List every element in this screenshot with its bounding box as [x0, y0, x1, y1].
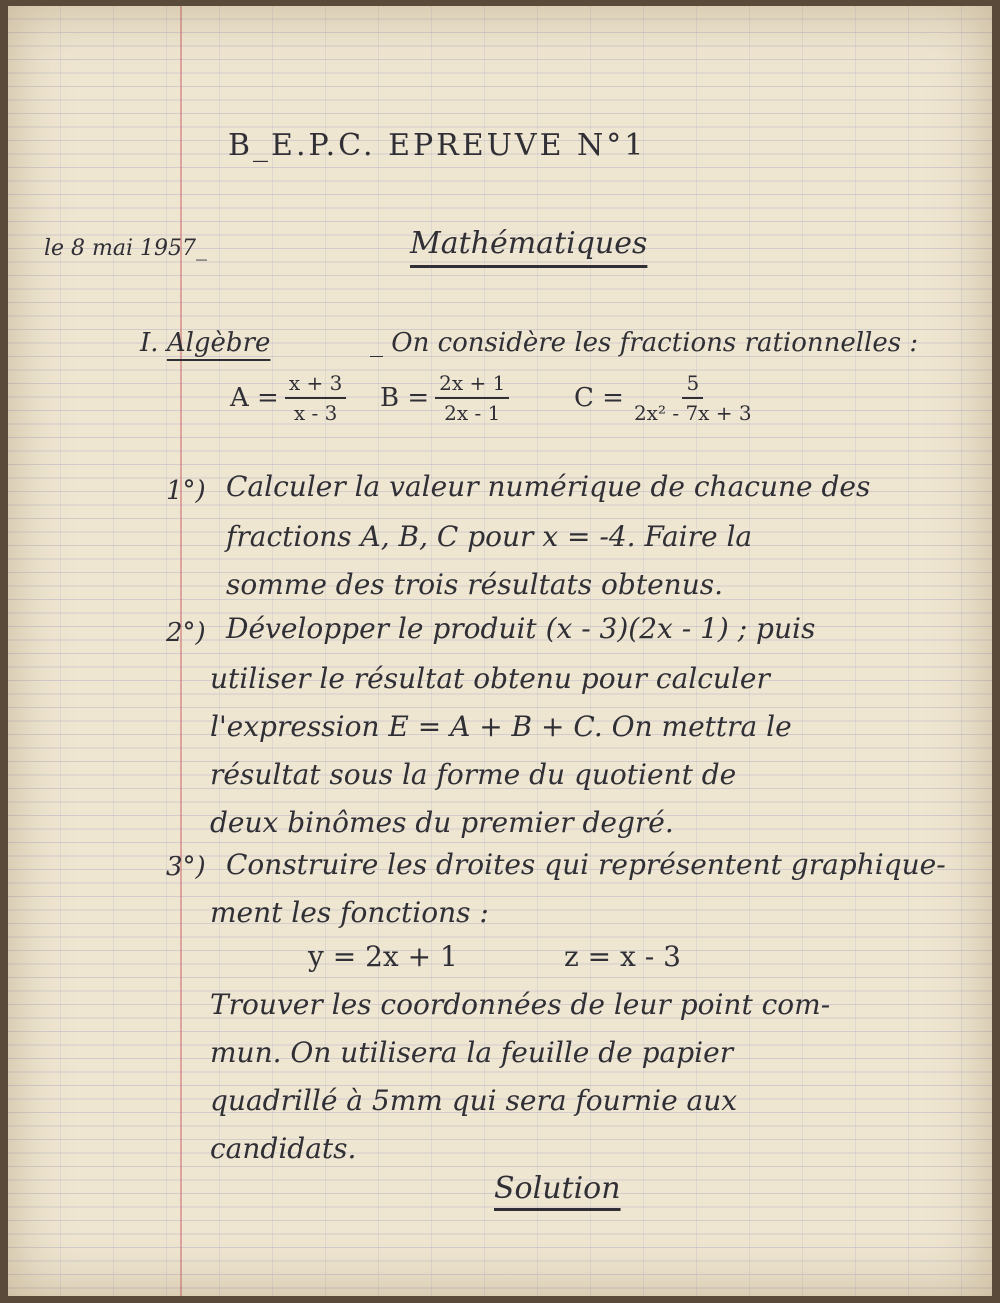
question-2-line: l'expression E = A + B + C. On mettra le — [210, 710, 792, 743]
fraction-c-name: C = — [574, 383, 624, 413]
question-2-line: résultat sous la forme du quotient de — [210, 758, 737, 791]
equation-z: z = x - 3 — [564, 940, 681, 973]
fraction-b-body — [435, 371, 509, 425]
equation-y: y = 2x + 1 — [308, 940, 458, 973]
section-intro: _ On considère les fractions rationnelles : — [370, 328, 919, 358]
question-1-line: fractions A, B, C pour x = -4. Faire la — [226, 520, 753, 553]
question-3-line: Trouver les coordonnées de leur point com- — [210, 988, 831, 1021]
question-2-number: 2°) — [166, 618, 206, 648]
fraction-b-denominator: 2x - 1 — [444, 401, 501, 425]
fraction-c-denominator: 2x² - 7x + 3 — [633, 401, 752, 425]
fraction-a-denominator: x - 3 — [293, 401, 338, 425]
question-3-line: ment les fonctions : — [210, 896, 489, 929]
section-number: I. — [140, 328, 159, 358]
fraction-a — [230, 371, 346, 425]
fraction-c-body — [630, 371, 756, 425]
question-3-line: quadrillé à 5mm qui sera fournie aux — [210, 1084, 738, 1117]
exam-title: B_E.P.C. EPREUVE N°1 — [228, 128, 647, 163]
question-2-line: utiliser le résultat obtenu pour calculer — [210, 662, 770, 695]
fraction-b-numerator: 2x + 1 — [435, 371, 509, 399]
subject-heading: Mathématiques — [410, 226, 648, 261]
fraction-a-numerator: x + 3 — [285, 371, 346, 399]
question-3-line: mun. On utilisera la feuille de papier — [210, 1036, 734, 1069]
solution-heading: Solution — [494, 1171, 621, 1206]
fraction-b — [380, 371, 509, 425]
fraction-a-body — [285, 371, 346, 425]
fraction-a-name: A = — [230, 383, 279, 413]
question-1-number: 1°) — [166, 476, 206, 506]
question-1-line: Calculer la valeur numérique de chacune des — [226, 470, 871, 503]
section-title: Algèbre — [166, 328, 271, 358]
question-3-number: 3°) — [166, 852, 206, 882]
fraction-c — [574, 371, 756, 425]
section-label — [140, 328, 270, 358]
fraction-b-name: B = — [380, 383, 430, 413]
question-2-line: Développer le produit (x - 3)(2x - 1) ; puis — [226, 612, 816, 645]
exam-date: le 8 mai 1957_ — [44, 236, 208, 261]
exam-sheet — [8, 6, 992, 1296]
question-2-line: deux binômes du premier degré. — [210, 806, 674, 839]
fraction-c-numerator: 5 — [682, 371, 703, 399]
question-3-line: candidats. — [210, 1132, 357, 1165]
question-3-line: Construire les droites qui représentent graphique- — [226, 848, 946, 881]
question-1-line: somme des trois résultats obtenus. — [226, 568, 723, 601]
